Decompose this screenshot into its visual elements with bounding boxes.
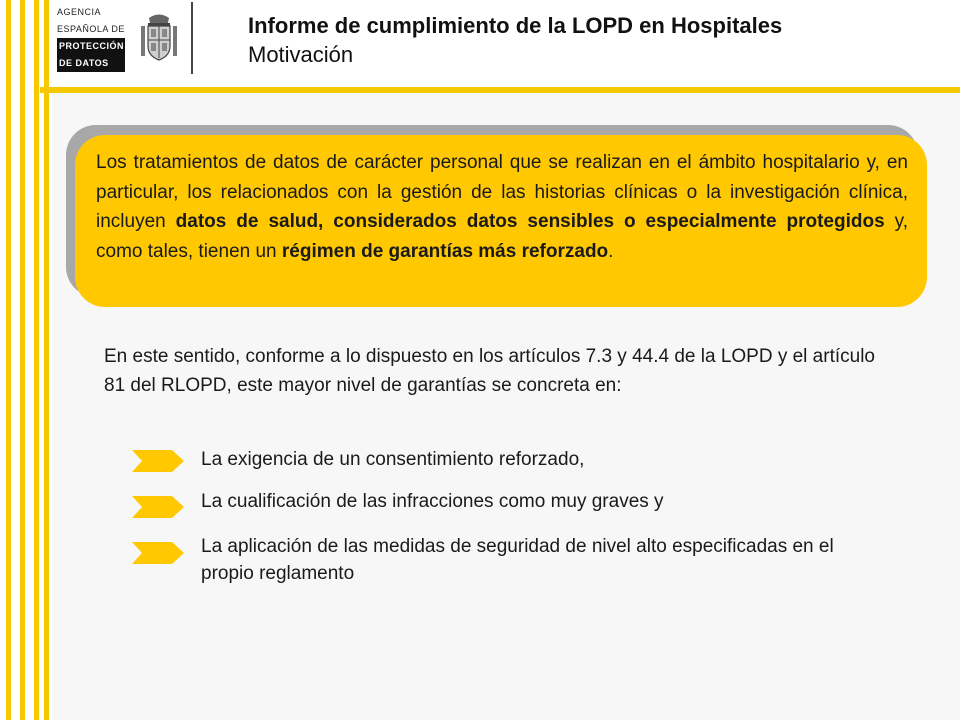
callout-text-2: y, como tales, tienen un	[96, 211, 908, 262]
arrow-bullet-icon	[132, 449, 184, 473]
left-stripe-3	[34, 0, 39, 720]
intro-paragraph: En este sentido, conforme a lo dispuesto en los artículos 7.3 y 44.4 de la LOPD y el artículo 81 del RLOPD, este mayor nivel de garantías se concreta en:	[104, 346, 875, 396]
logo-line-4: DE DATOS	[57, 55, 125, 72]
agency-logo	[55, 2, 193, 74]
header-divider	[40, 87, 960, 93]
arrow-bullet-icon	[132, 495, 184, 519]
logo-line-2: ESPAÑOLA DE	[57, 24, 125, 34]
logo-line-1: AGENCIA	[57, 7, 102, 17]
callout-text-1: Los tratamientos de datos de carácter personal que se realizan en el ámbito hospitalario y, en particular, los relacionados con la gestión de las historias clínicas o la investigación clínica, incluyen	[96, 152, 908, 232]
callout-bold-1: datos de salud, considerados datos sensibles o especialmente protegidos	[175, 211, 885, 232]
bullet-item: La exigencia de un consentimiento reforzado,	[201, 449, 585, 470]
arrow-bullet-icon	[132, 541, 184, 565]
callout-text-3: .	[608, 240, 614, 262]
callout-text	[96, 148, 908, 266]
bullet-item: La cualificación de las infracciones como muy graves y	[201, 491, 664, 512]
logo-line-3: PROTECCIÓN	[57, 38, 125, 55]
callout-bold-2: régimen de garantías más reforzado	[281, 240, 609, 262]
left-stripe-4	[44, 0, 49, 720]
bullet-item: La aplicación de las medidas de seguridad de nivel alto especificadas en el propio reglamento	[201, 536, 834, 584]
left-stripe-2	[20, 0, 25, 720]
logo-text	[57, 4, 125, 72]
page-title: Informe de cumplimiento de la LOPD en Hospitales	[248, 13, 783, 38]
page-subtitle: Motivación	[248, 42, 354, 67]
coat-of-arms-icon	[137, 12, 181, 64]
left-stripe-1	[6, 0, 11, 720]
